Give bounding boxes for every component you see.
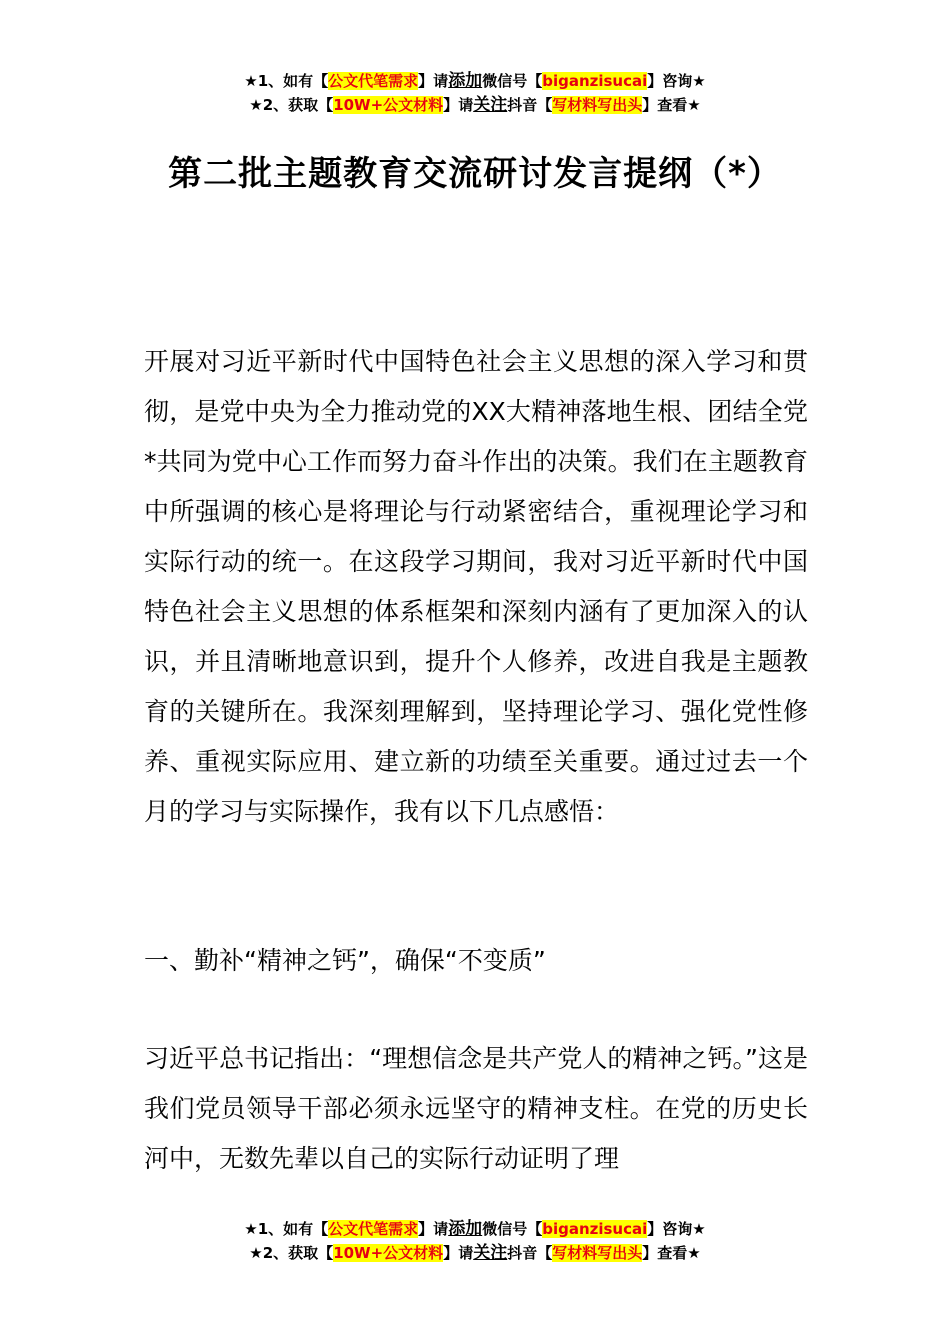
highlight-service: 公文代笔需求: [328, 72, 419, 90]
promo-line-2: ★2、获取【10W+公文材料】请关注抖音【写材料写出头】查看★: [249, 95, 701, 115]
promo-line-1: ★1、如有【公文代笔需求】请添加微信号【biganzisucai】咨询★: [244, 1219, 706, 1239]
underlined-action: 添加: [448, 71, 483, 91]
underlined-action: 添加: [448, 1219, 483, 1239]
quote-paragraph: 习近平总书记指出：“理想信念是共产党人的精神之钙。”这是我们党员领导干部必须永远坚守的精神支柱。在党的历史长河中，无数先辈以自己的实际行动证明了理: [144, 1044, 808, 1173]
highlight-douyin-id: 写材料写出头: [552, 1244, 643, 1262]
promo-notice-top: [0, 69, 950, 117]
intro-paragraph: 开展对习近平新时代中国特色社会主义思想的深入学习和贯彻，是党中央为全力推动党的XX大精神落地生根、团结全党*共同为党中心工作而努力奋斗作出的决策。我们在主题教育中所强调的核心是将理论与行动紧密结合，重视理论学习和实际行动的统一。在这段学习期间，我对习近平新时代中国特色社会主义思想的体系框架和深刻内涵有了更加深入的认识，并且清晰地意识到，提升个人修养，改进自我是主题教育的关键所在。我深刻理解到，坚持理论学习、强化党性修养、重视实际应用、建立新的功绩至关重要。通过过去一个月的学习与实际操作，我有以下几点感悟：: [144, 347, 808, 826]
highlight-douyin-id: 写材料写出头: [552, 96, 643, 114]
underlined-action: 关注: [473, 1243, 508, 1263]
section-heading-1: 一、勤补“精神之钙”，确保“不变质”: [144, 946, 546, 975]
highlight-materials: 10W+公文材料: [333, 1244, 444, 1262]
highlight-service: 公文代笔需求: [328, 1220, 419, 1238]
promo-line-2: ★2、获取【10W+公文材料】请关注抖音【写材料写出头】查看★: [249, 1243, 701, 1263]
promo-notice-bottom: [0, 1217, 950, 1265]
highlight-wechat-id: biganzisucai: [542, 72, 648, 90]
highlight-materials: 10W+公文材料: [333, 96, 444, 114]
document-title: 第二批主题教育交流研讨发言提纲（*）: [168, 154, 782, 194]
underlined-action: 关注: [473, 95, 508, 115]
promo-line-1: ★1、如有【公文代笔需求】请添加微信号【biganzisucai】咨询★: [244, 71, 706, 91]
highlight-wechat-id: biganzisucai: [542, 1220, 648, 1238]
